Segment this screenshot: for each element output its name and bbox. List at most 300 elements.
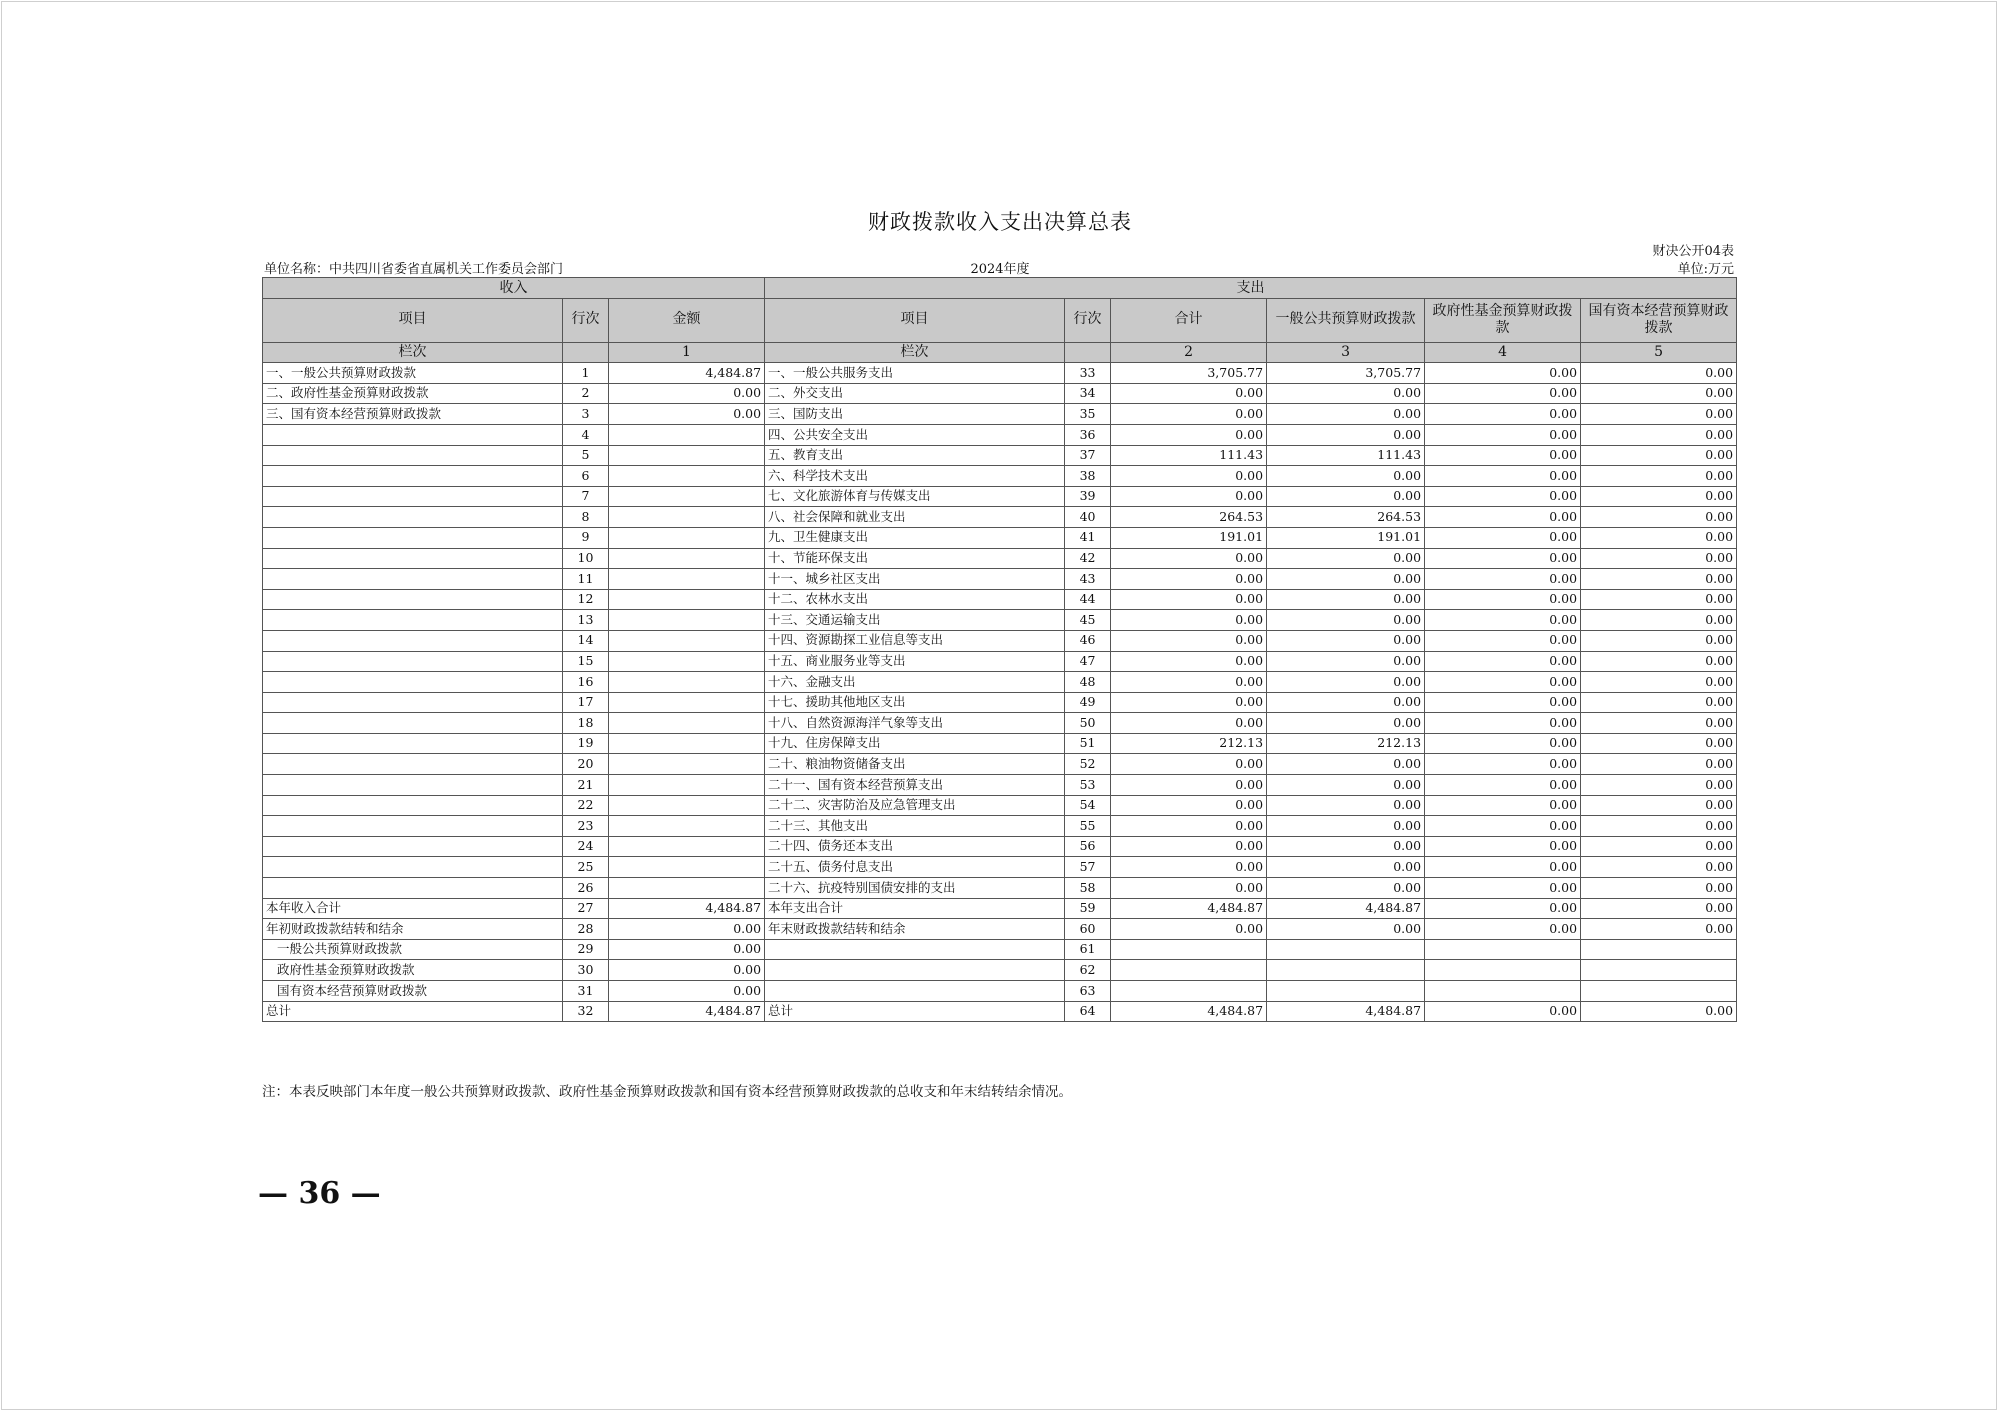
table-row (263, 610, 1737, 631)
state-capital-amount-cell: 0.00 (1581, 610, 1737, 631)
state-capital-amount-cell (1581, 960, 1737, 981)
state-capital-amount-cell: 0.00 (1581, 466, 1737, 487)
header-lanci-left: 栏次 (263, 342, 563, 363)
general-budget-amount-cell (1267, 981, 1425, 1002)
expense-item-cell: 十三、交通运输支出 (765, 610, 1065, 631)
expense-line-cell: 57 (1065, 857, 1111, 878)
total-amount-cell: 111.43 (1111, 445, 1267, 466)
table-row (263, 424, 1737, 445)
header-lanci-4: 4 (1425, 342, 1581, 363)
expense-line-cell: 34 (1065, 383, 1111, 404)
expense-line-cell: 60 (1065, 919, 1111, 940)
table-row (263, 960, 1737, 981)
income-amount-cell (609, 754, 765, 775)
income-amount-cell (609, 672, 765, 693)
budget-table (262, 277, 1737, 1022)
expense-item-cell: 本年支出合计 (765, 898, 1065, 919)
government-fund-amount-cell: 0.00 (1425, 630, 1581, 651)
income-item-cell (263, 527, 563, 548)
expense-item-cell: 十二、农林水支出 (765, 589, 1065, 610)
government-fund-amount-cell: 0.00 (1425, 672, 1581, 693)
header-income-line: 行次 (563, 298, 609, 342)
header-lanci-2: 2 (1111, 342, 1267, 363)
expense-item-cell: 六、科学技术支出 (765, 466, 1065, 487)
total-amount-cell: 0.00 (1111, 548, 1267, 569)
table-row (263, 692, 1737, 713)
government-fund-amount-cell: 0.00 (1425, 1001, 1581, 1022)
expense-line-cell: 33 (1065, 363, 1111, 384)
expense-line-cell: 45 (1065, 610, 1111, 631)
income-amount-cell (609, 589, 765, 610)
expense-line-cell: 54 (1065, 795, 1111, 816)
government-fund-amount-cell (1425, 981, 1581, 1002)
income-amount-cell (609, 424, 765, 445)
government-fund-amount-cell: 0.00 (1425, 878, 1581, 899)
expense-line-cell: 52 (1065, 754, 1111, 775)
income-item-cell (263, 610, 563, 631)
expense-item-cell: 十、节能环保支出 (765, 548, 1065, 569)
state-capital-amount-cell (1581, 939, 1737, 960)
table-row (263, 754, 1737, 775)
total-amount-cell (1111, 960, 1267, 981)
government-fund-amount-cell: 0.00 (1425, 713, 1581, 734)
general-budget-amount-cell: 0.00 (1267, 836, 1425, 857)
income-item-cell: 二、政府性基金预算财政拨款 (263, 383, 563, 404)
income-amount-cell (609, 816, 765, 837)
expense-line-cell: 47 (1065, 651, 1111, 672)
state-capital-amount-cell (1581, 981, 1737, 1002)
income-amount-cell: 4,484.87 (609, 1001, 765, 1022)
state-capital-amount-cell: 0.00 (1581, 589, 1737, 610)
total-amount-cell: 3,705.77 (1111, 363, 1267, 384)
header-expense: 支出 (765, 278, 1737, 299)
state-capital-amount-cell: 0.00 (1581, 733, 1737, 754)
government-fund-amount-cell: 0.00 (1425, 692, 1581, 713)
table-row (263, 733, 1737, 754)
income-line-cell: 3 (563, 404, 609, 425)
state-capital-amount-cell: 0.00 (1581, 919, 1737, 940)
income-item-cell (263, 507, 563, 528)
income-line-cell: 9 (563, 527, 609, 548)
footnote: 注：本表反映部门本年度一般公共预算财政拨款、政府性基金预算财政拨款和国有资本经营预算财政拨款的总收支和年末结转结余情况。 (262, 1084, 1072, 1100)
expense-item-cell: 八、社会保障和就业支出 (765, 507, 1065, 528)
total-amount-cell: 0.00 (1111, 651, 1267, 672)
income-item-cell (263, 857, 563, 878)
government-fund-amount-cell (1425, 939, 1581, 960)
government-fund-amount-cell: 0.00 (1425, 527, 1581, 548)
general-budget-amount-cell: 3,705.77 (1267, 363, 1425, 384)
total-amount-cell: 4,484.87 (1111, 1001, 1267, 1022)
expense-item-cell: 十八、自然资源海洋气象等支出 (765, 713, 1065, 734)
income-line-cell: 32 (563, 1001, 609, 1022)
unit-name: 单位名称：中共四川省委省直属机关工作委员会部门 (264, 262, 564, 277)
government-fund-amount-cell: 0.00 (1425, 610, 1581, 631)
expense-line-cell: 40 (1065, 507, 1111, 528)
total-amount-cell: 0.00 (1111, 383, 1267, 404)
income-item-cell (263, 692, 563, 713)
expense-item-cell: 五、教育支出 (765, 445, 1065, 466)
expense-line-cell: 42 (1065, 548, 1111, 569)
expense-item-cell: 十五、商业服务业等支出 (765, 651, 1065, 672)
header-income-item: 项目 (263, 298, 563, 342)
income-line-cell: 4 (563, 424, 609, 445)
state-capital-amount-cell: 0.00 (1581, 692, 1737, 713)
expense-item-cell: 二十五、债务付息支出 (765, 857, 1065, 878)
income-amount-cell (609, 527, 765, 548)
expense-item-cell: 二十四、债务还本支出 (765, 836, 1065, 857)
general-budget-amount-cell: 0.00 (1267, 424, 1425, 445)
total-amount-cell: 0.00 (1111, 836, 1267, 857)
income-amount-cell (609, 775, 765, 796)
expense-item-cell: 七、文化旅游体育与传媒支出 (765, 486, 1065, 507)
income-amount-cell: 4,484.87 (609, 898, 765, 919)
expense-item-cell: 二十一、国有资本经营预算支出 (765, 775, 1065, 796)
state-capital-amount-cell: 0.00 (1581, 836, 1737, 857)
government-fund-amount-cell: 0.00 (1425, 383, 1581, 404)
general-budget-amount-cell: 4,484.87 (1267, 1001, 1425, 1022)
header-lanci-right: 栏次 (765, 342, 1065, 363)
total-amount-cell: 0.00 (1111, 569, 1267, 590)
total-amount-cell: 0.00 (1111, 466, 1267, 487)
expense-line-cell: 61 (1065, 939, 1111, 960)
income-line-cell: 11 (563, 569, 609, 590)
income-line-cell: 18 (563, 713, 609, 734)
income-line-cell: 14 (563, 630, 609, 651)
header-state-capital: 国有资本经营预算财政拨款 (1581, 298, 1737, 342)
table-row (263, 486, 1737, 507)
header-lanci-3: 3 (1267, 342, 1425, 363)
general-budget-amount-cell: 0.00 (1267, 651, 1425, 672)
income-line-cell: 8 (563, 507, 609, 528)
state-capital-amount-cell: 0.00 (1581, 404, 1737, 425)
header-row-lanci (263, 342, 1737, 363)
table-row (263, 816, 1737, 837)
income-amount-cell: 0.00 (609, 960, 765, 981)
government-fund-amount-cell: 0.00 (1425, 898, 1581, 919)
total-amount-cell: 191.01 (1111, 527, 1267, 548)
general-budget-amount-cell: 0.00 (1267, 775, 1425, 796)
expense-item-cell (765, 939, 1065, 960)
general-budget-amount-cell: 0.00 (1267, 754, 1425, 775)
income-item-cell (263, 878, 563, 899)
state-capital-amount-cell: 0.00 (1581, 713, 1737, 734)
government-fund-amount-cell: 0.00 (1425, 919, 1581, 940)
state-capital-amount-cell: 0.00 (1581, 878, 1737, 899)
header-income-amount: 金额 (609, 298, 765, 342)
header-expense-line: 行次 (1065, 298, 1111, 342)
income-item-cell (263, 651, 563, 672)
income-item-cell (263, 672, 563, 693)
government-fund-amount-cell: 0.00 (1425, 404, 1581, 425)
income-amount-cell (609, 445, 765, 466)
general-budget-amount-cell: 0.00 (1267, 486, 1425, 507)
general-budget-amount-cell: 0.00 (1267, 857, 1425, 878)
income-amount-cell: 0.00 (609, 919, 765, 940)
expense-line-cell: 38 (1065, 466, 1111, 487)
general-budget-amount-cell (1267, 939, 1425, 960)
table-row (263, 713, 1737, 734)
expense-item-cell: 四、公共安全支出 (765, 424, 1065, 445)
general-budget-amount-cell: 0.00 (1267, 630, 1425, 651)
expense-item-cell: 十一、城乡社区支出 (765, 569, 1065, 590)
table-row (263, 404, 1737, 425)
income-line-cell: 30 (563, 960, 609, 981)
state-capital-amount-cell: 0.00 (1581, 548, 1737, 569)
government-fund-amount-cell: 0.00 (1425, 816, 1581, 837)
total-amount-cell: 212.13 (1111, 733, 1267, 754)
income-line-cell: 15 (563, 651, 609, 672)
government-fund-amount-cell: 0.00 (1425, 733, 1581, 754)
income-item-cell (263, 816, 563, 837)
table-row (263, 878, 1737, 899)
general-budget-amount-cell: 4,484.87 (1267, 898, 1425, 919)
total-amount-cell: 0.00 (1111, 878, 1267, 899)
income-amount-cell (609, 692, 765, 713)
total-amount-cell (1111, 981, 1267, 1002)
general-budget-amount-cell: 0.00 (1267, 569, 1425, 590)
expense-item-cell: 二、外交支出 (765, 383, 1065, 404)
income-item-cell: 一、一般公共预算财政拨款 (263, 363, 563, 384)
income-line-cell: 5 (563, 445, 609, 466)
general-budget-amount-cell: 212.13 (1267, 733, 1425, 754)
income-line-cell: 6 (563, 466, 609, 487)
table-row (263, 630, 1737, 651)
general-budget-amount-cell: 0.00 (1267, 589, 1425, 610)
income-item-cell: 年初财政拨款结转和结余 (263, 919, 563, 940)
income-item-cell (263, 589, 563, 610)
header-row-columns (263, 298, 1737, 342)
table-row (263, 548, 1737, 569)
expense-item-cell (765, 981, 1065, 1002)
general-budget-amount-cell: 0.00 (1267, 816, 1425, 837)
table-row (263, 775, 1737, 796)
income-item-cell (263, 424, 563, 445)
expense-item-cell (765, 960, 1065, 981)
expense-line-cell: 46 (1065, 630, 1111, 651)
total-amount-cell: 0.00 (1111, 672, 1267, 693)
table-row (263, 939, 1737, 960)
income-item-cell: 总计 (263, 1001, 563, 1022)
expense-line-cell: 37 (1065, 445, 1111, 466)
total-amount-cell: 0.00 (1111, 795, 1267, 816)
income-line-cell: 17 (563, 692, 609, 713)
income-line-cell: 19 (563, 733, 609, 754)
government-fund-amount-cell: 0.00 (1425, 363, 1581, 384)
header-lanci-blank-right (1065, 342, 1111, 363)
table-row (263, 383, 1737, 404)
income-item-cell (263, 733, 563, 754)
expense-item-cell: 二十二、灾害防治及应急管理支出 (765, 795, 1065, 816)
income-item-cell (263, 548, 563, 569)
header-lanci-blank-left (563, 342, 609, 363)
expense-line-cell: 36 (1065, 424, 1111, 445)
income-item-cell (263, 630, 563, 651)
unit-measure: 单位:万元 (1677, 262, 1734, 277)
header-total: 合计 (1111, 298, 1267, 342)
state-capital-amount-cell: 0.00 (1581, 486, 1737, 507)
state-capital-amount-cell: 0.00 (1581, 1001, 1737, 1022)
income-amount-cell (609, 630, 765, 651)
state-capital-amount-cell: 0.00 (1581, 569, 1737, 590)
table-row (263, 898, 1737, 919)
income-item-cell: 政府性基金预算财政拨款 (263, 960, 563, 981)
income-amount-cell: 0.00 (609, 939, 765, 960)
income-line-cell: 29 (563, 939, 609, 960)
income-item-cell (263, 754, 563, 775)
state-capital-amount-cell: 0.00 (1581, 424, 1737, 445)
total-amount-cell: 0.00 (1111, 610, 1267, 631)
general-budget-amount-cell: 191.01 (1267, 527, 1425, 548)
income-line-cell: 2 (563, 383, 609, 404)
income-amount-cell (609, 713, 765, 734)
general-budget-amount-cell: 0.00 (1267, 404, 1425, 425)
general-budget-amount-cell: 0.00 (1267, 795, 1425, 816)
general-budget-amount-cell: 264.53 (1267, 507, 1425, 528)
state-capital-amount-cell: 0.00 (1581, 630, 1737, 651)
income-amount-cell: 0.00 (609, 383, 765, 404)
income-item-cell (263, 795, 563, 816)
form-code: 财决公开04表 (1652, 244, 1734, 259)
general-budget-amount-cell: 0.00 (1267, 692, 1425, 713)
general-budget-amount-cell: 0.00 (1267, 383, 1425, 404)
state-capital-amount-cell: 0.00 (1581, 672, 1737, 693)
expense-item-cell: 十四、资源勘探工业信息等支出 (765, 630, 1065, 651)
table-row (263, 981, 1737, 1002)
page-title: 财政拨款收入支出决算总表 (868, 210, 1132, 234)
state-capital-amount-cell: 0.00 (1581, 383, 1737, 404)
expense-line-cell: 55 (1065, 816, 1111, 837)
government-fund-amount-cell: 0.00 (1425, 569, 1581, 590)
total-amount-cell: 0.00 (1111, 857, 1267, 878)
total-amount-cell: 0.00 (1111, 630, 1267, 651)
expense-line-cell: 35 (1065, 404, 1111, 425)
income-line-cell: 16 (563, 672, 609, 693)
government-fund-amount-cell: 0.00 (1425, 486, 1581, 507)
total-amount-cell: 0.00 (1111, 589, 1267, 610)
expense-item-cell: 年末财政拨款结转和结余 (765, 919, 1065, 940)
expense-line-cell: 50 (1065, 713, 1111, 734)
total-amount-cell: 0.00 (1111, 754, 1267, 775)
state-capital-amount-cell: 0.00 (1581, 527, 1737, 548)
total-amount-cell: 0.00 (1111, 486, 1267, 507)
table-row (263, 919, 1737, 940)
government-fund-amount-cell: 0.00 (1425, 466, 1581, 487)
income-amount-cell (609, 466, 765, 487)
table-row (263, 672, 1737, 693)
page-number: — 36 — (258, 1176, 381, 1211)
income-line-cell: 27 (563, 898, 609, 919)
header-income: 收入 (263, 278, 765, 299)
state-capital-amount-cell: 0.00 (1581, 795, 1737, 816)
income-amount-cell (609, 569, 765, 590)
table-row (263, 363, 1737, 384)
income-item-cell (263, 445, 563, 466)
general-budget-amount-cell: 0.00 (1267, 713, 1425, 734)
income-amount-cell: 0.00 (609, 404, 765, 425)
total-amount-cell: 0.00 (1111, 919, 1267, 940)
state-capital-amount-cell: 0.00 (1581, 857, 1737, 878)
income-amount-cell: 4,484.87 (609, 363, 765, 384)
total-amount-cell: 0.00 (1111, 404, 1267, 425)
expense-line-cell: 39 (1065, 486, 1111, 507)
general-budget-amount-cell: 0.00 (1267, 466, 1425, 487)
state-capital-amount-cell: 0.00 (1581, 445, 1737, 466)
income-line-cell: 12 (563, 589, 609, 610)
state-capital-amount-cell: 0.00 (1581, 651, 1737, 672)
income-line-cell: 31 (563, 981, 609, 1002)
income-item-cell: 三、国有资本经营预算财政拨款 (263, 404, 563, 425)
income-amount-cell (609, 733, 765, 754)
government-fund-amount-cell (1425, 960, 1581, 981)
expense-item-cell: 九、卫生健康支出 (765, 527, 1065, 548)
table-row (263, 527, 1737, 548)
income-amount-cell (609, 486, 765, 507)
header-general-budget: 一般公共预算财政拨款 (1267, 298, 1425, 342)
general-budget-amount-cell: 111.43 (1267, 445, 1425, 466)
header-lanci-1: 1 (609, 342, 765, 363)
state-capital-amount-cell: 0.00 (1581, 898, 1737, 919)
government-fund-amount-cell: 0.00 (1425, 548, 1581, 569)
government-fund-amount-cell: 0.00 (1425, 507, 1581, 528)
government-fund-amount-cell: 0.00 (1425, 589, 1581, 610)
government-fund-amount-cell: 0.00 (1425, 651, 1581, 672)
state-capital-amount-cell: 0.00 (1581, 775, 1737, 796)
government-fund-amount-cell: 0.00 (1425, 445, 1581, 466)
income-item-cell: 本年收入合计 (263, 898, 563, 919)
table-row (263, 589, 1737, 610)
header-expense-item: 项目 (765, 298, 1065, 342)
income-amount-cell (609, 836, 765, 857)
income-line-cell: 22 (563, 795, 609, 816)
table-row (263, 857, 1737, 878)
expense-line-cell: 51 (1065, 733, 1111, 754)
total-amount-cell (1111, 939, 1267, 960)
expense-line-cell: 44 (1065, 589, 1111, 610)
income-amount-cell (609, 857, 765, 878)
table-row (263, 1001, 1737, 1022)
income-item-cell (263, 775, 563, 796)
table-row (263, 795, 1737, 816)
general-budget-amount-cell: 0.00 (1267, 548, 1425, 569)
expense-line-cell: 56 (1065, 836, 1111, 857)
fiscal-year: 2024年度 (970, 262, 1030, 277)
table-row (263, 466, 1737, 487)
header-government-fund: 政府性基金预算财政拨款 (1425, 298, 1581, 342)
income-line-cell: 28 (563, 919, 609, 940)
total-amount-cell: 0.00 (1111, 692, 1267, 713)
total-amount-cell: 0.00 (1111, 713, 1267, 734)
expense-item-cell: 二十六、抗疫特别国债安排的支出 (765, 878, 1065, 899)
total-amount-cell: 4,484.87 (1111, 898, 1267, 919)
government-fund-amount-cell: 0.00 (1425, 775, 1581, 796)
income-line-cell: 10 (563, 548, 609, 569)
table-row (263, 651, 1737, 672)
income-amount-cell (609, 507, 765, 528)
expense-item-cell: 十七、援助其他地区支出 (765, 692, 1065, 713)
expense-item-cell: 三、国防支出 (765, 404, 1065, 425)
table-row (263, 445, 1737, 466)
expense-item-cell: 总计 (765, 1001, 1065, 1022)
total-amount-cell: 0.00 (1111, 775, 1267, 796)
income-line-cell: 24 (563, 836, 609, 857)
income-line-cell: 1 (563, 363, 609, 384)
general-budget-amount-cell: 0.00 (1267, 672, 1425, 693)
government-fund-amount-cell: 0.00 (1425, 754, 1581, 775)
income-item-cell (263, 486, 563, 507)
table-row (263, 507, 1737, 528)
expense-line-cell: 59 (1065, 898, 1111, 919)
income-amount-cell (609, 878, 765, 899)
